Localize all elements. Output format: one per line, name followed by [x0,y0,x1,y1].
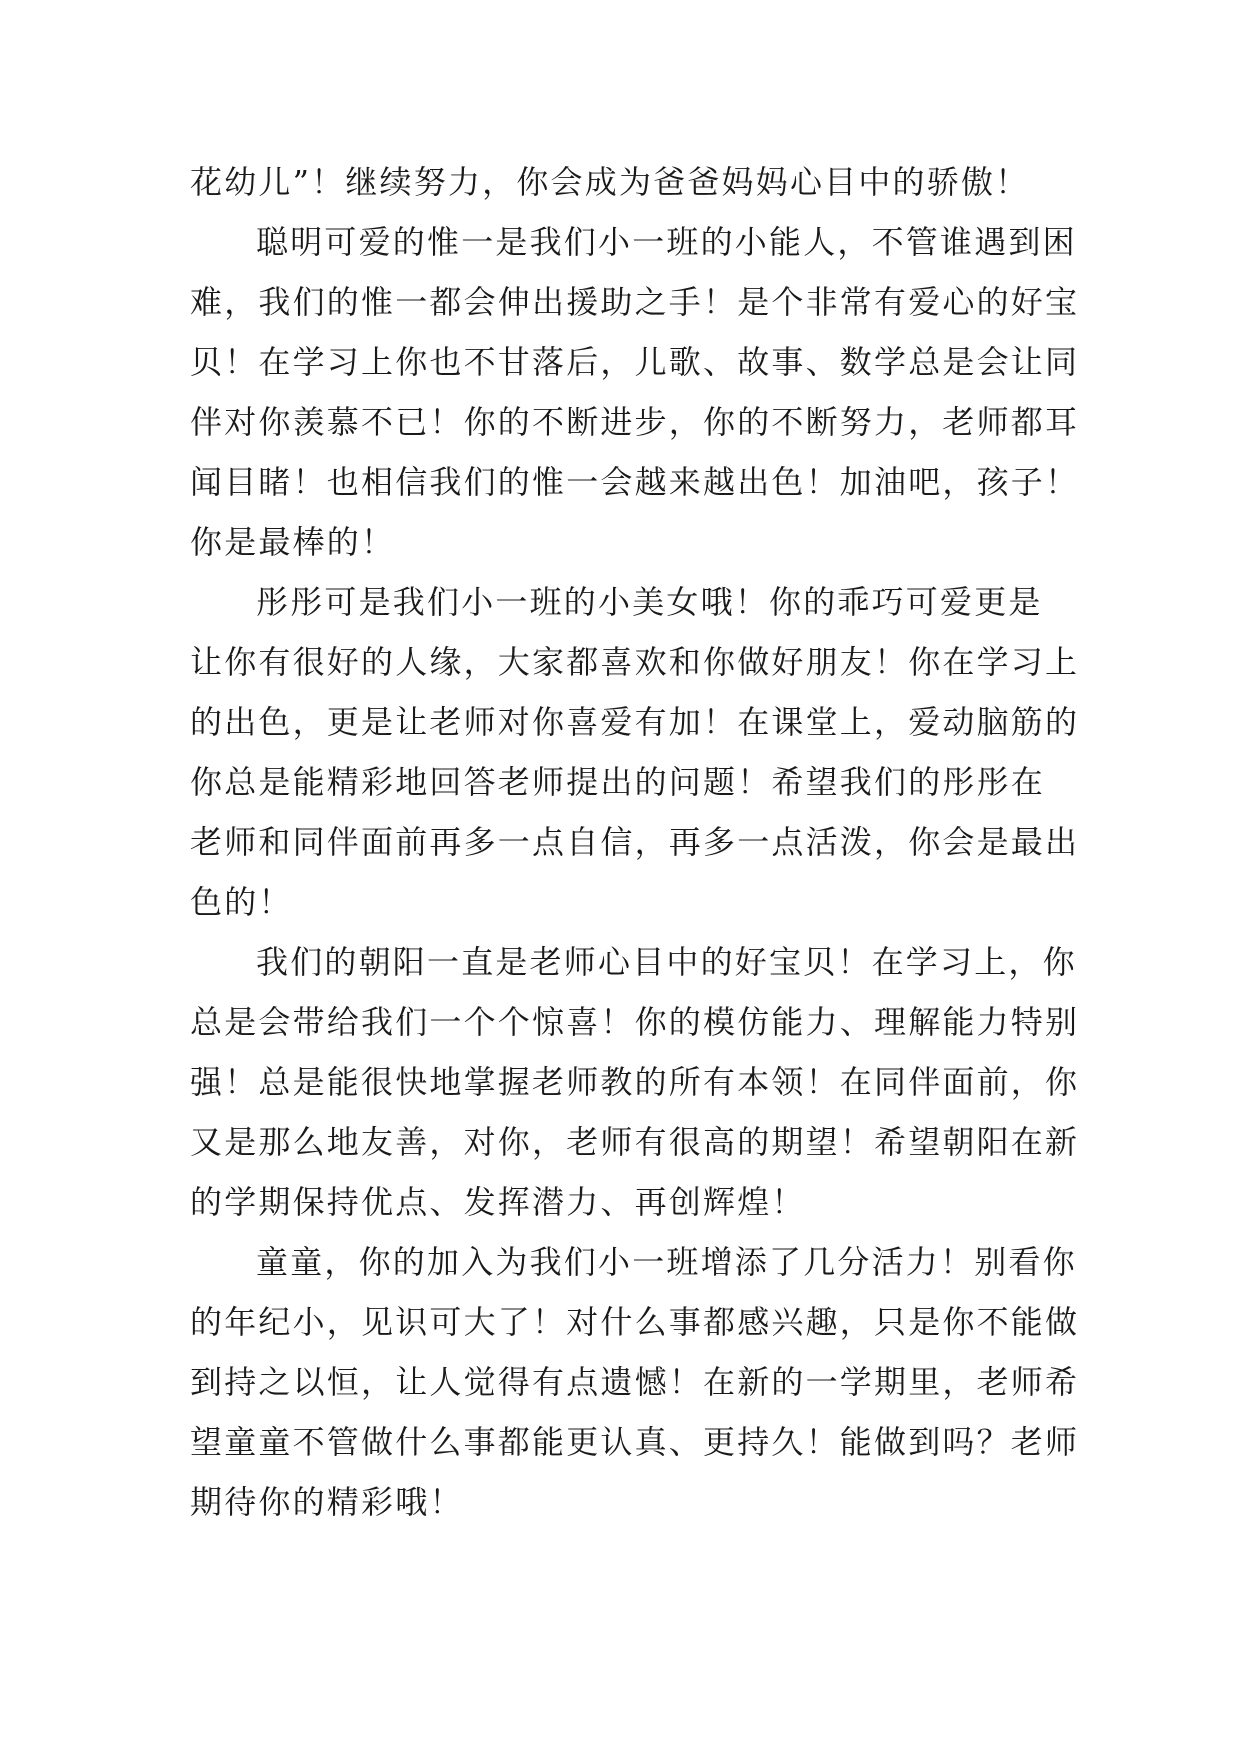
text-line: 又是那么地友善，对你，老师有很高的期望！希望朝阳在新 [190,1123,1080,1161]
text-line: 老师和同伴面前再多一点自信，再多一点活泼，你会是最出 [190,823,1080,861]
document-body [190,152,1080,1532]
text-line: 期待你的精彩哦！ [190,1483,464,1521]
text-line: 的年纪小，见识可大了！对什么事都感兴趣，只是你不能做 [190,1303,1080,1341]
paragraph [190,152,1050,212]
text-line: 色的！ [190,883,293,921]
text-line: 彤彤可是我们小一班的小美女哦！你的乖巧可爱更是 [256,583,1043,621]
paragraph [190,1232,1080,1532]
text-line: 你是最棒的！ [190,523,396,561]
text-line: 花幼儿”！继续努力，你会成为爸爸妈妈心目中的骄傲！ [190,163,1030,201]
paragraph [190,212,1080,572]
text-line: 童童，你的加入为我们小一班增添了几分活力！别看你 [256,1243,1077,1281]
text-line: 的学期保持优点、发挥潜力、再创辉煌！ [190,1183,806,1221]
text-line: 总是会带给我们一个个惊喜！你的模仿能力、理解能力特别 [190,1003,1080,1041]
text-line: 让你有很好的人缘，大家都喜欢和你做好朋友！你在学习上 [190,643,1080,681]
text-line: 我们的朝阳一直是老师心目中的好宝贝！在学习上，你 [256,943,1077,981]
paragraph [190,932,1080,1232]
text-line: 聪明可爱的惟一是我们小一班的小能人，不管谁遇到困 [256,223,1077,261]
paragraph [190,572,1080,932]
text-line: 难，我们的惟一都会伸出援助之手！是个非常有爱心的好宝 [190,283,1080,321]
text-line: 的出色，更是让老师对你喜爱有加！在课堂上，爱动脑筋的 [190,703,1080,741]
text-line: 强！总是能很快地掌握老师教的所有本领！在同伴面前，你 [190,1063,1080,1101]
text-line: 闻目睹！也相信我们的惟一会越来越出色！加油吧，孩子！ [190,463,1080,501]
text-line: 伴对你羡慕不已！你的不断进步，你的不断努力，老师都耳 [190,403,1080,441]
text-line: 贝！在学习上你也不甘落后，儿歌、故事、数学总是会让同 [190,343,1080,381]
text-line: 你总是能精彩地回答老师提出的问题！希望我们的彤彤在 [190,763,1046,801]
text-line: 望童童不管做什么事都能更认真、更持久！能做到吗？老师 [190,1423,1080,1461]
text-line: 到持之以恒，让人觉得有点遗憾！在新的一学期里，老师希 [190,1363,1080,1401]
